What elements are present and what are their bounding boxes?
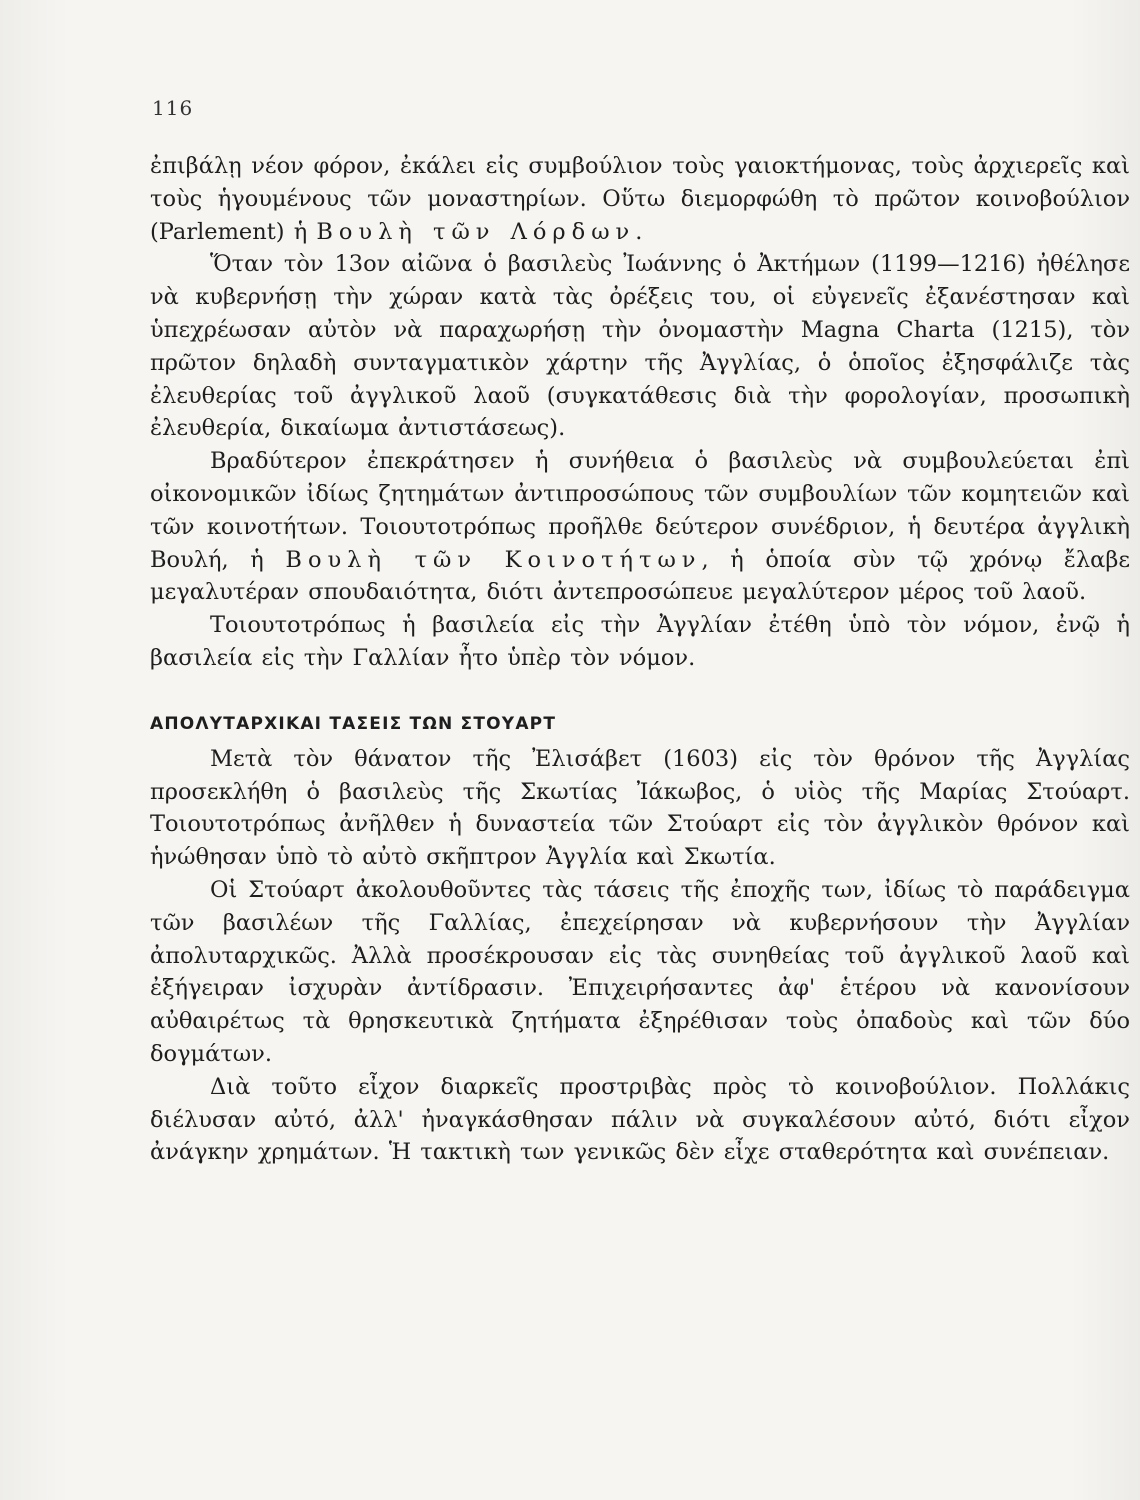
section-heading: ΑΠΟΛΥΤΑΡΧΙΚΑΙ ΤΑΣΕΙΣ ΤΩΝ ΣΤΟΥΑΡΤ xyxy=(150,713,557,734)
paragraph-stuart-accession: Μετὰ τὸν θάνατον τῆς Ἐλισάβετ (1603) εἰς τὸν θρόνον τῆς Ἀγγλίας προσεκλήθη ὁ βασιλεὺς τῆς Σκωτίας Ἰάκωβος, ὁ υἱὸς τῆς Μαρίας Στούαρτ. Τοιουτοτρόπως ἀνῆλθεν ἡ δυναστεία τῶν Στούαρτ εἰς τὸν ἀγγλικὸν θρόνον καὶ ἡνώθησαν ὑπὸ τὸ αὐτὸ σκῆπτρον Ἀγγλία καὶ Σκωτία. xyxy=(150,745,1130,871)
paragraph-text-end: . xyxy=(635,218,643,245)
page-number: 116 xyxy=(152,96,194,120)
paragraph-parliament-friction: Διὰ τοῦτο εἶχον διαρκεῖς προστριβὰς πρὸς τὸ κοινοβούλιον. Πολλάκις διέλυσαν αὐτό, ἀλλ' ἠναγκάσθησαν πάλιν νὰ συγκαλέσουν αὐτό, διότι εἶχον ἀνάγκην χρημάτων. Ἡ τακτικὴ των γενικῶς δὲν εἶχε σταθερότητα καὶ συνέπειαν. xyxy=(150,1073,1130,1166)
paragraph-stuart-absolutism: Οἱ Στούαρτ ἀκολουθοῦντες τὰς τάσεις τῆς ἐποχῆς των, ἰδίως τὸ παράδειγμα τῶν βασιλέων τῆς Γαλλίας, ἐπεχείρησαν νὰ κυβερνήσουν τὴν Ἀγγλίαν ἀπολυταρχικῶς. Ἀλλὰ προσέκρουσαν εἰς τὰς συνηθείας τοῦ ἀγγλικοῦ λαοῦ καὶ ἐξήγειραν ἰσχυρὰν ἀντίδρασιν. Ἐπιχειρήσαντες ἀφ' ἑτέρου νὰ κανονίσουν αὐθαιρέτως τὰ θρησκευτικὰ ζητήματα ἐξηρέθισαν τοὺς ὀπαδοὺς καὶ τῶν δύο δογμάτων. xyxy=(150,876,1130,1067)
spaced-emphasis-commons: Βουλὴ τῶν Κοινοτήτων xyxy=(285,546,702,573)
paragraph-house-of-commons xyxy=(150,445,1130,609)
paragraph-monarchy-law: Τοιουτοτρόπως ἡ βασιλεία εἰς τὴν Ἀγγλίαν ἐτέθη ὑπὸ τὸν νόμον, ἐνῷ ἡ βασιλεία εἰς τὴν Γαλλίαν ἦτο ὑπὲρ τὸν νόμον. xyxy=(150,612,1130,671)
paragraph-magna-charta: Ὅταν τὸν 13ον αἰῶνα ὁ βασιλεὺς Ἰωάννης ὁ Ἀκτήμων (1199—1216) ἠθέλησε νὰ κυβερνήσῃ τὴν χώραν κατὰ τὰς ὀρέξεις του, οἱ εὐγενεῖς ἐξανέστησαν καὶ ὑπεχρέωσαν αὐτὸν νὰ παραχωρήσῃ τὴν ὀνομαστὴν Magna Charta (1215), τὸν πρῶτον δηλαδὴ συνταγματικὸν χάρτην τῆς Ἀγγλίας, ὁ ὁποῖος ἐξησφάλιζε τὰς ἐλευθερίας τοῦ ἀγγλικοῦ λαοῦ (συγκατάθεσις διὰ τὴν φορολογίαν, προσωπικὴ ἐλευθερία, δικαίωμα ἀντιστάσεως). xyxy=(150,251,1130,442)
paragraph-text: ἐπιβάλῃ νέον φόρον, ἐκάλει εἰς συμβούλιον τοὺς γαιοκτήμονας, τοὺς ἀρχιερεῖς καὶ τοὺς ἡγουμένους τῶν μοναστηρίων. Οὕτω διεμορφώθη τὸ πρῶτον κοινοβούλιον (Parlement) ἡ xyxy=(150,153,1130,245)
paragraph-parliament-origin xyxy=(150,150,1130,248)
paragraph-text: Βραδύτερον ἐπεκράτησεν ἡ συνήθεια ὁ βασιλεὺς νὰ συμβουλεύεται ἐπὶ οἰκονομικῶν ἰδίως ζητημάτων ἀντιπροσώπους τῶν συμβουλίων τῶν κομητειῶν καὶ τῶν κοινοτήτων. Τοιουτοτρόπως προῆλθε δεύτερον συνέδριον, ἡ δευτέρα ἀγγλικὴ Βουλή, ἡ xyxy=(150,448,1130,573)
spaced-emphasis-lords: Βουλὴ τῶν Λόρδων xyxy=(316,218,636,245)
paragraph-text-end: , ἡ ὁποία σὺν τῷ χρόνῳ ἔλαβε μεγαλυτέραν σπουδαιότητα, διότι ἀντεπροσώπευε μεγαλύτερον μέρος τοῦ λαοῦ. xyxy=(150,546,1131,606)
page-body xyxy=(150,150,1130,1169)
